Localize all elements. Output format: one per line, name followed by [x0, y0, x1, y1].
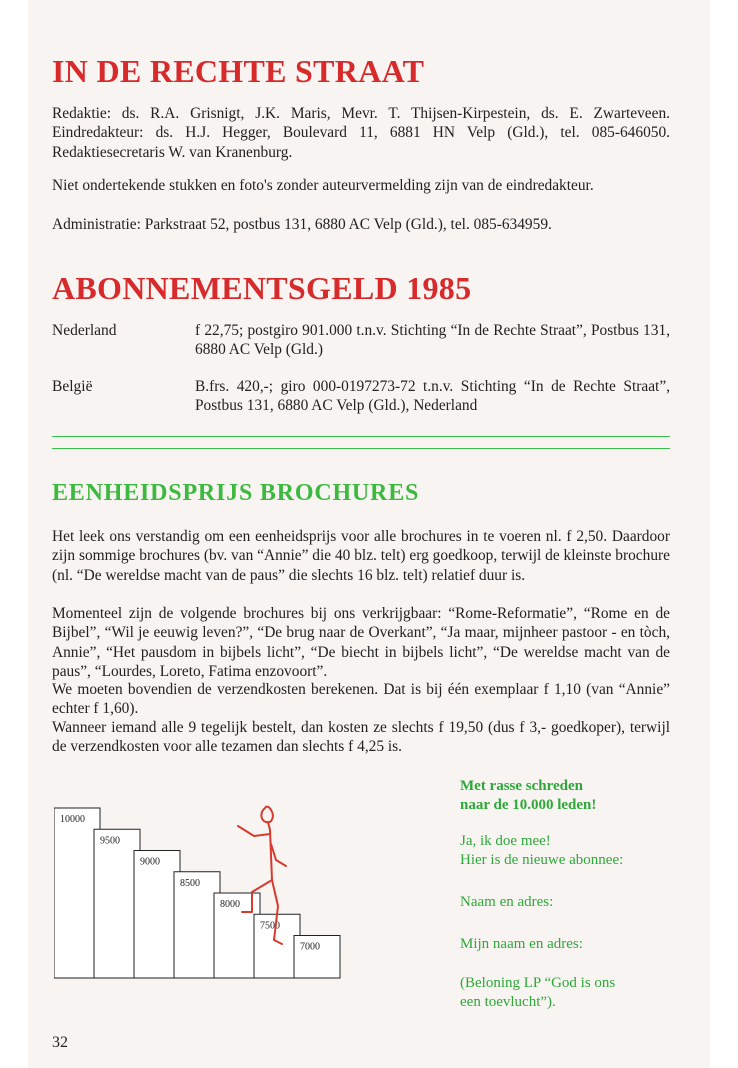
bar-label-8500: 8500 [180, 877, 200, 889]
bar-label-10000: 10000 [60, 814, 85, 825]
bar-10000 [54, 808, 100, 978]
promo-headline-2: naar de 10.000 leden! [460, 797, 597, 813]
promo-reward-text [460, 974, 680, 1012]
bar-label-7500: 7500 [260, 920, 280, 932]
promo-line-2: Hier is de nieuwe abonnee: [460, 852, 624, 868]
unsigned-notice-text: Niet ondertekende stukken en foto's zonder auteurvermelding zijn van de eindredakteur. [52, 177, 594, 194]
divider-rule-top [52, 436, 670, 437]
administration-text: Administratie: Parkstraat 52, postbus 131, 6880 AC Velp (Gld.), tel. 085-634959. [52, 216, 552, 233]
page-number: 32 [52, 1034, 68, 1051]
brochures-paragraph-4: Wanneer iemand alle 9 tegelijk bestelt, dan kosten ze slechts f 19,50 (dus f 3,- goedkoper), terwijl de verzendkosten voor alle tezamen dan slechts f 4,25 is. [52, 719, 670, 756]
bar-label-7000: 7000 [300, 941, 320, 953]
subscription-be-text: B.frs. 420,-; giro 000-0197273-72 t.n.v. Stichting “In de Rechte Straat”, Postbus 131, 6880 AC Velp (Gld.), Nederland [195, 378, 670, 415]
promo-join-text [460, 832, 680, 870]
bar-label-9000: 9000 [140, 856, 160, 868]
country-label-nl: Nederland [52, 322, 117, 339]
masthead-title: IN DE RECHTE STRAAT [52, 53, 425, 89]
divider-rule-bottom [52, 448, 670, 449]
brochures-paragraph-2: Momenteel zijn de volgende brochures bij ons verkrijgbaar: “Rome-Reformatie”, “Rome en de Bijbel”, “Wil je eeuwig leven?”, “De brug naar de Overkant”, “Ja maar, mijnheer pastoor - en tòch, Annie”, “Het pausdom in bijbels licht”, “De biecht in bijbels licht”, “De wereldse macht van de paus”, “Lourdes, Loreto, Fatima enzovoort”. [52, 605, 670, 680]
staircase-bars [54, 808, 340, 978]
promo-my-name-address-field: Mijn naam en adres: [460, 936, 583, 952]
brochures-paragraph-1: Het leek ons verstandig om een eenheidsprijs voor alle brochures in te voeren nl. f 2,50. Daardoor zijn sommige brochures (bv. van “Annie” die 40 blz. telt) erg goedkoop, terwijl de kleinste brochure (nl. “De wereldse macht van de paus” die slechts 16 blz. telt) relatief duur is. [52, 528, 670, 584]
members-staircase-chart [54, 800, 354, 990]
promo-line-5: (Beloning LP “God is ons [460, 975, 616, 991]
bar-label-8000: 8000 [220, 899, 240, 910]
brochures-title: EENHEIDSPRIJS BROCHURES [52, 480, 420, 506]
promo-line-6: een toevlucht”). [460, 994, 556, 1010]
promo-name-address-field: Naam en adres: [460, 894, 554, 910]
promo-headline-1: Met rasse schreden [460, 778, 584, 794]
promo-line-1: Ja, ik doe mee! [460, 833, 551, 849]
subscription-title: ABONNEMENTSGELD 1985 [52, 270, 472, 306]
editorial-staff-text: Redaktie: ds. R.A. Grisnigt, J.K. Maris, Mevr. T. Thijsen-Kirpestein, ds. E. Zwarteveen. Eindredakteur: ds. H.J. Hegger, Boulevard 11, 6881 HN Velp (Gld.), tel. 085-646050. Redaktiesecretaris W. van Kranenburg. [52, 105, 670, 161]
bar-9500 [94, 829, 140, 978]
brochures-paragraph-3: We moeten bovendien de verzendkosten berekenen. Dat is bij één exemplaar f 1,10 (van “Annie” echter f 1,60). [52, 681, 670, 718]
country-label-be: België [52, 378, 93, 395]
subscription-nl-text: f 22,75; postgiro 901.000 t.n.v. Stichting “In de Rechte Straat”, Postbus 131, 6880 AC Velp (Gld.) [195, 322, 670, 359]
promo-block [460, 777, 680, 815]
bar-9000 [134, 851, 180, 979]
bar-label-9500: 9500 [100, 835, 120, 847]
